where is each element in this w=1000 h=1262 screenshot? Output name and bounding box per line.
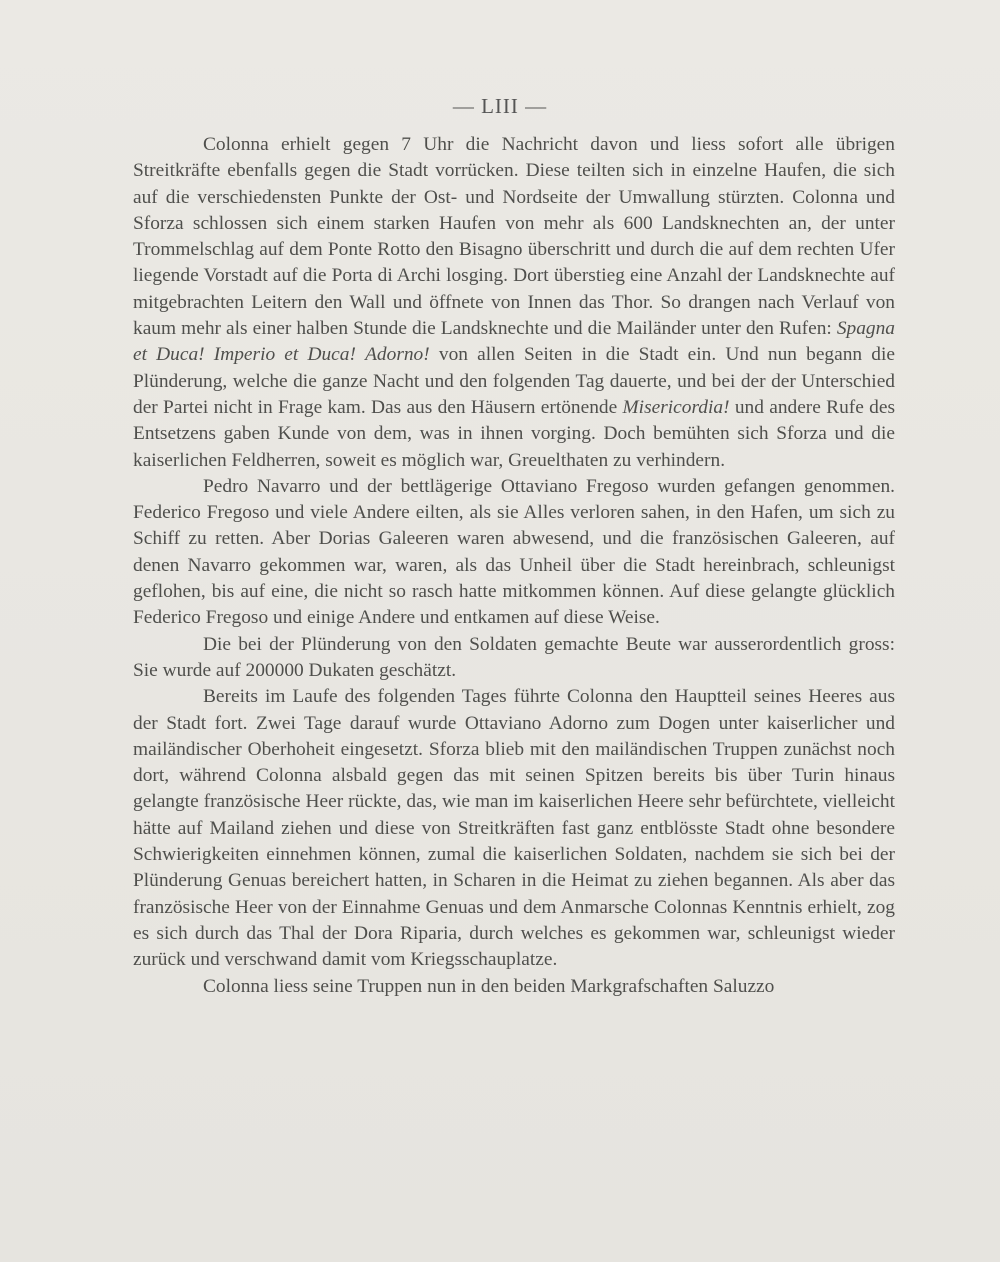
text-segment: Colonna erhielt gegen 7 Uhr die Nachricht davon und liess sofort alle übrigen Streitkräfte ebenfalls gegen die Stadt vorrücken. Diese teilten sich in einzelne Haufen, die sich auf die verschiedensten Punkte der Ost- und Nordseite der Umwallung stürzten. Colonna und Sforza schlossen sich einem starken Haufen von mehr als 600 Landsknechten an, der unter Trommelschlag auf dem Ponte Rotto den Bisagno überschritt und durch die auf dem rechten Ufer liegende Vorstadt auf die Porta di Archi losging. Dort überstieg eine Anzahl der Landsknechte auf mitgebrachten Leitern den Wall und öffnete von Innen das Thor. So drangen nach Verlauf von kaum mehr als einer halben Stunde die Landsknechte und die Mailänder unter den Rufen: <box>133 134 895 340</box>
paragraph-5 <box>133 974 895 1000</box>
paragraph-3 <box>133 632 895 685</box>
italic-phrase: Adorno! <box>365 344 430 366</box>
text-segment: Colonna liess seine Truppen nun in den beiden Markgrafschaften Saluzzo <box>203 975 775 997</box>
paragraph-4 <box>133 684 895 973</box>
text-segment: Bereits im Laufe des folgenden Tages führte Colonna den Hauptteil seines Heeres aus der Stadt fort. Zwei Tage darauf wurde Ottaviano Adorno zum Dogen unter kaiserlicher und mailändischer Oberhoheit eingesetzt. Sforza blieb mit den mailändischen Truppen zunächst noch dort, während Colonna alsbald gegen das mit seinen Spitzen bereits bis über Turin hinaus gelangte französische Heer rückte, das, wie man im kaiserlichen Heere sehr befürchtete, vielleicht hätte auf Mailand ziehen und diese von Streitkräften fast ganz entblösste Stadt ohne besondere Schwierigkeiten einnehmen können, zumal die kaiserlichen Soldaten, nachdem sie sich bei der Plünderung Genuas bereichert hatten, in Scharen in die Heimat zu ziehen begannen. Als aber das französische Heer von der Einnahme Genuas und dem Anmarsche Colonnas Kenntnis erhielt, zog es sich durch das Thal der Dora Riparia, durch welches es gekommen war, schleunigst wieder zurück und verschwand damit vom Kriegsschauplatze. <box>133 686 895 971</box>
body-text <box>133 132 895 1000</box>
italic-phrase: Misericordia! <box>622 396 730 418</box>
page-number-header: — LIII — <box>452 94 548 118</box>
text-segment <box>205 344 214 365</box>
italic-phrase: Spagna et Duca! <box>133 318 895 366</box>
paragraph-1 <box>133 132 895 474</box>
text-segment: und andere Rufe des Entsetzens gaben Kunde von dem, was in ihnen vorging. Doch bemühten sich Sforza und die kaiserlichen Feldherren, soweit es möglich war, Greuelthaten zu verhindern. <box>133 396 896 471</box>
text-segment <box>356 344 365 365</box>
italic-phrase: Imperio et Duca! <box>213 344 356 366</box>
text-segment: von allen Seiten in die Stadt ein. Und nun begann die Plünderung, welche die ganze Nacht und den folgenden Tag dauerte, und bei der der Unterschied der Partei nicht in Frage kam. Das aus den Häusern ertönende <box>133 344 895 418</box>
paragraph-2 <box>133 474 895 632</box>
text-segment: Die bei der Plünderung von den Soldaten gemachte Beute war ausserordentlich gross: Sie wurde auf 200000 Dukaten geschätzt. <box>133 633 895 681</box>
text-segment: Pedro Navarro und der bettlägerige Ottaviano Fregoso wurden gefangen genommen. Federico Fregoso und viele Andere eilten, als sie Alles verloren sahen, in den Hafen, um sich zu Schiff zu retten. Aber Dorias Galeeren waren abwesend, und die französischen Galeeren, auf denen Navarro gekommen war, waren, als das Unheil über die Stadt hereinbrach, schleunigst geflohen, bis auf eine, die nicht so rasch hatte mitkommen können. Auf diese gelangte glücklich Federico Fregoso und einige Andere und entkamen auf diese Weise. <box>133 475 895 629</box>
